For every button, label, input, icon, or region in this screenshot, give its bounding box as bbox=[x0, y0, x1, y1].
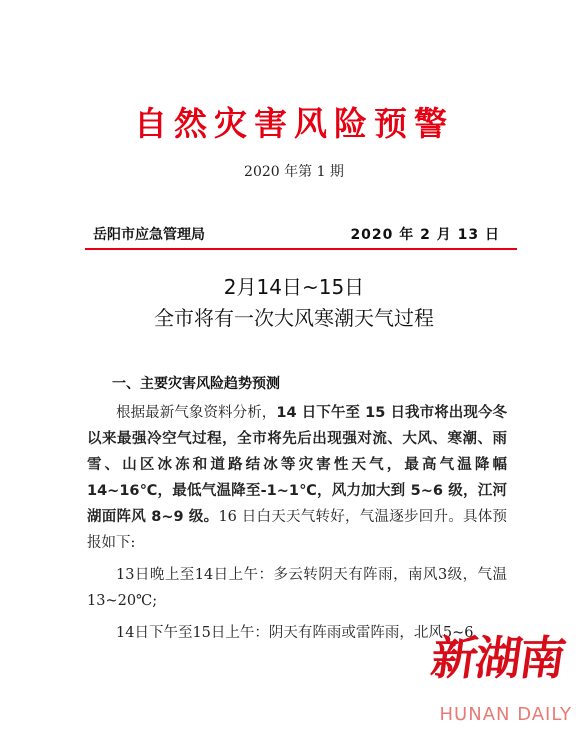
issuing-agency: 岳阳市应急管理局 bbox=[93, 227, 205, 243]
paragraph-forecast-13th: 13日晚上至14日上午：多云转阴天有阵雨，南风3级，气温13~20℃; bbox=[87, 567, 507, 609]
hunan-daily-watermark bbox=[418, 622, 578, 732]
paragraph-tail: 16 日白天天气转好，气温逐步回升。具体预报如下: bbox=[87, 509, 507, 551]
headline-date: 2月14日~15日 bbox=[223, 275, 365, 299]
watermark-logo-text: 新湖南 bbox=[427, 631, 568, 685]
paragraph-bold-warning: 14 日下午至 15 日我市将出现今冬以来最强冷空气过程，全市将先后出现强对流、大风、寒潮、雨雪、山区冰冻和道路结冰等灾害性天气，最高气温降幅 14~16℃，最低气温降至-1~1℃，风力加大到 5~6 级，江河湖面阵风 8~9 级。 bbox=[87, 405, 508, 525]
document-body bbox=[87, 400, 507, 646]
document-title: 自然灾害风险预警 bbox=[134, 104, 454, 143]
issue-date: 2020 年 2 月 13 日 bbox=[350, 227, 500, 243]
paragraph-forecast-summary bbox=[87, 400, 507, 556]
section-title: 一、主要灾害风险趋势预测 bbox=[112, 376, 280, 392]
issue-number: 2020 年第 1 期 bbox=[244, 164, 344, 180]
paragraph-forecast-14th: 14日下午至15日上午：阴天有阵雨或雷阵雨，北风5~6 bbox=[116, 625, 474, 641]
paragraph-intro: 根据最新气象资料分析， bbox=[116, 405, 277, 421]
headline-title: 全市将有一次大风寒潮天气过程 bbox=[154, 306, 434, 330]
watermark-logo-en: HUNAN DAILY bbox=[439, 704, 572, 725]
header-divider bbox=[85, 248, 517, 250]
